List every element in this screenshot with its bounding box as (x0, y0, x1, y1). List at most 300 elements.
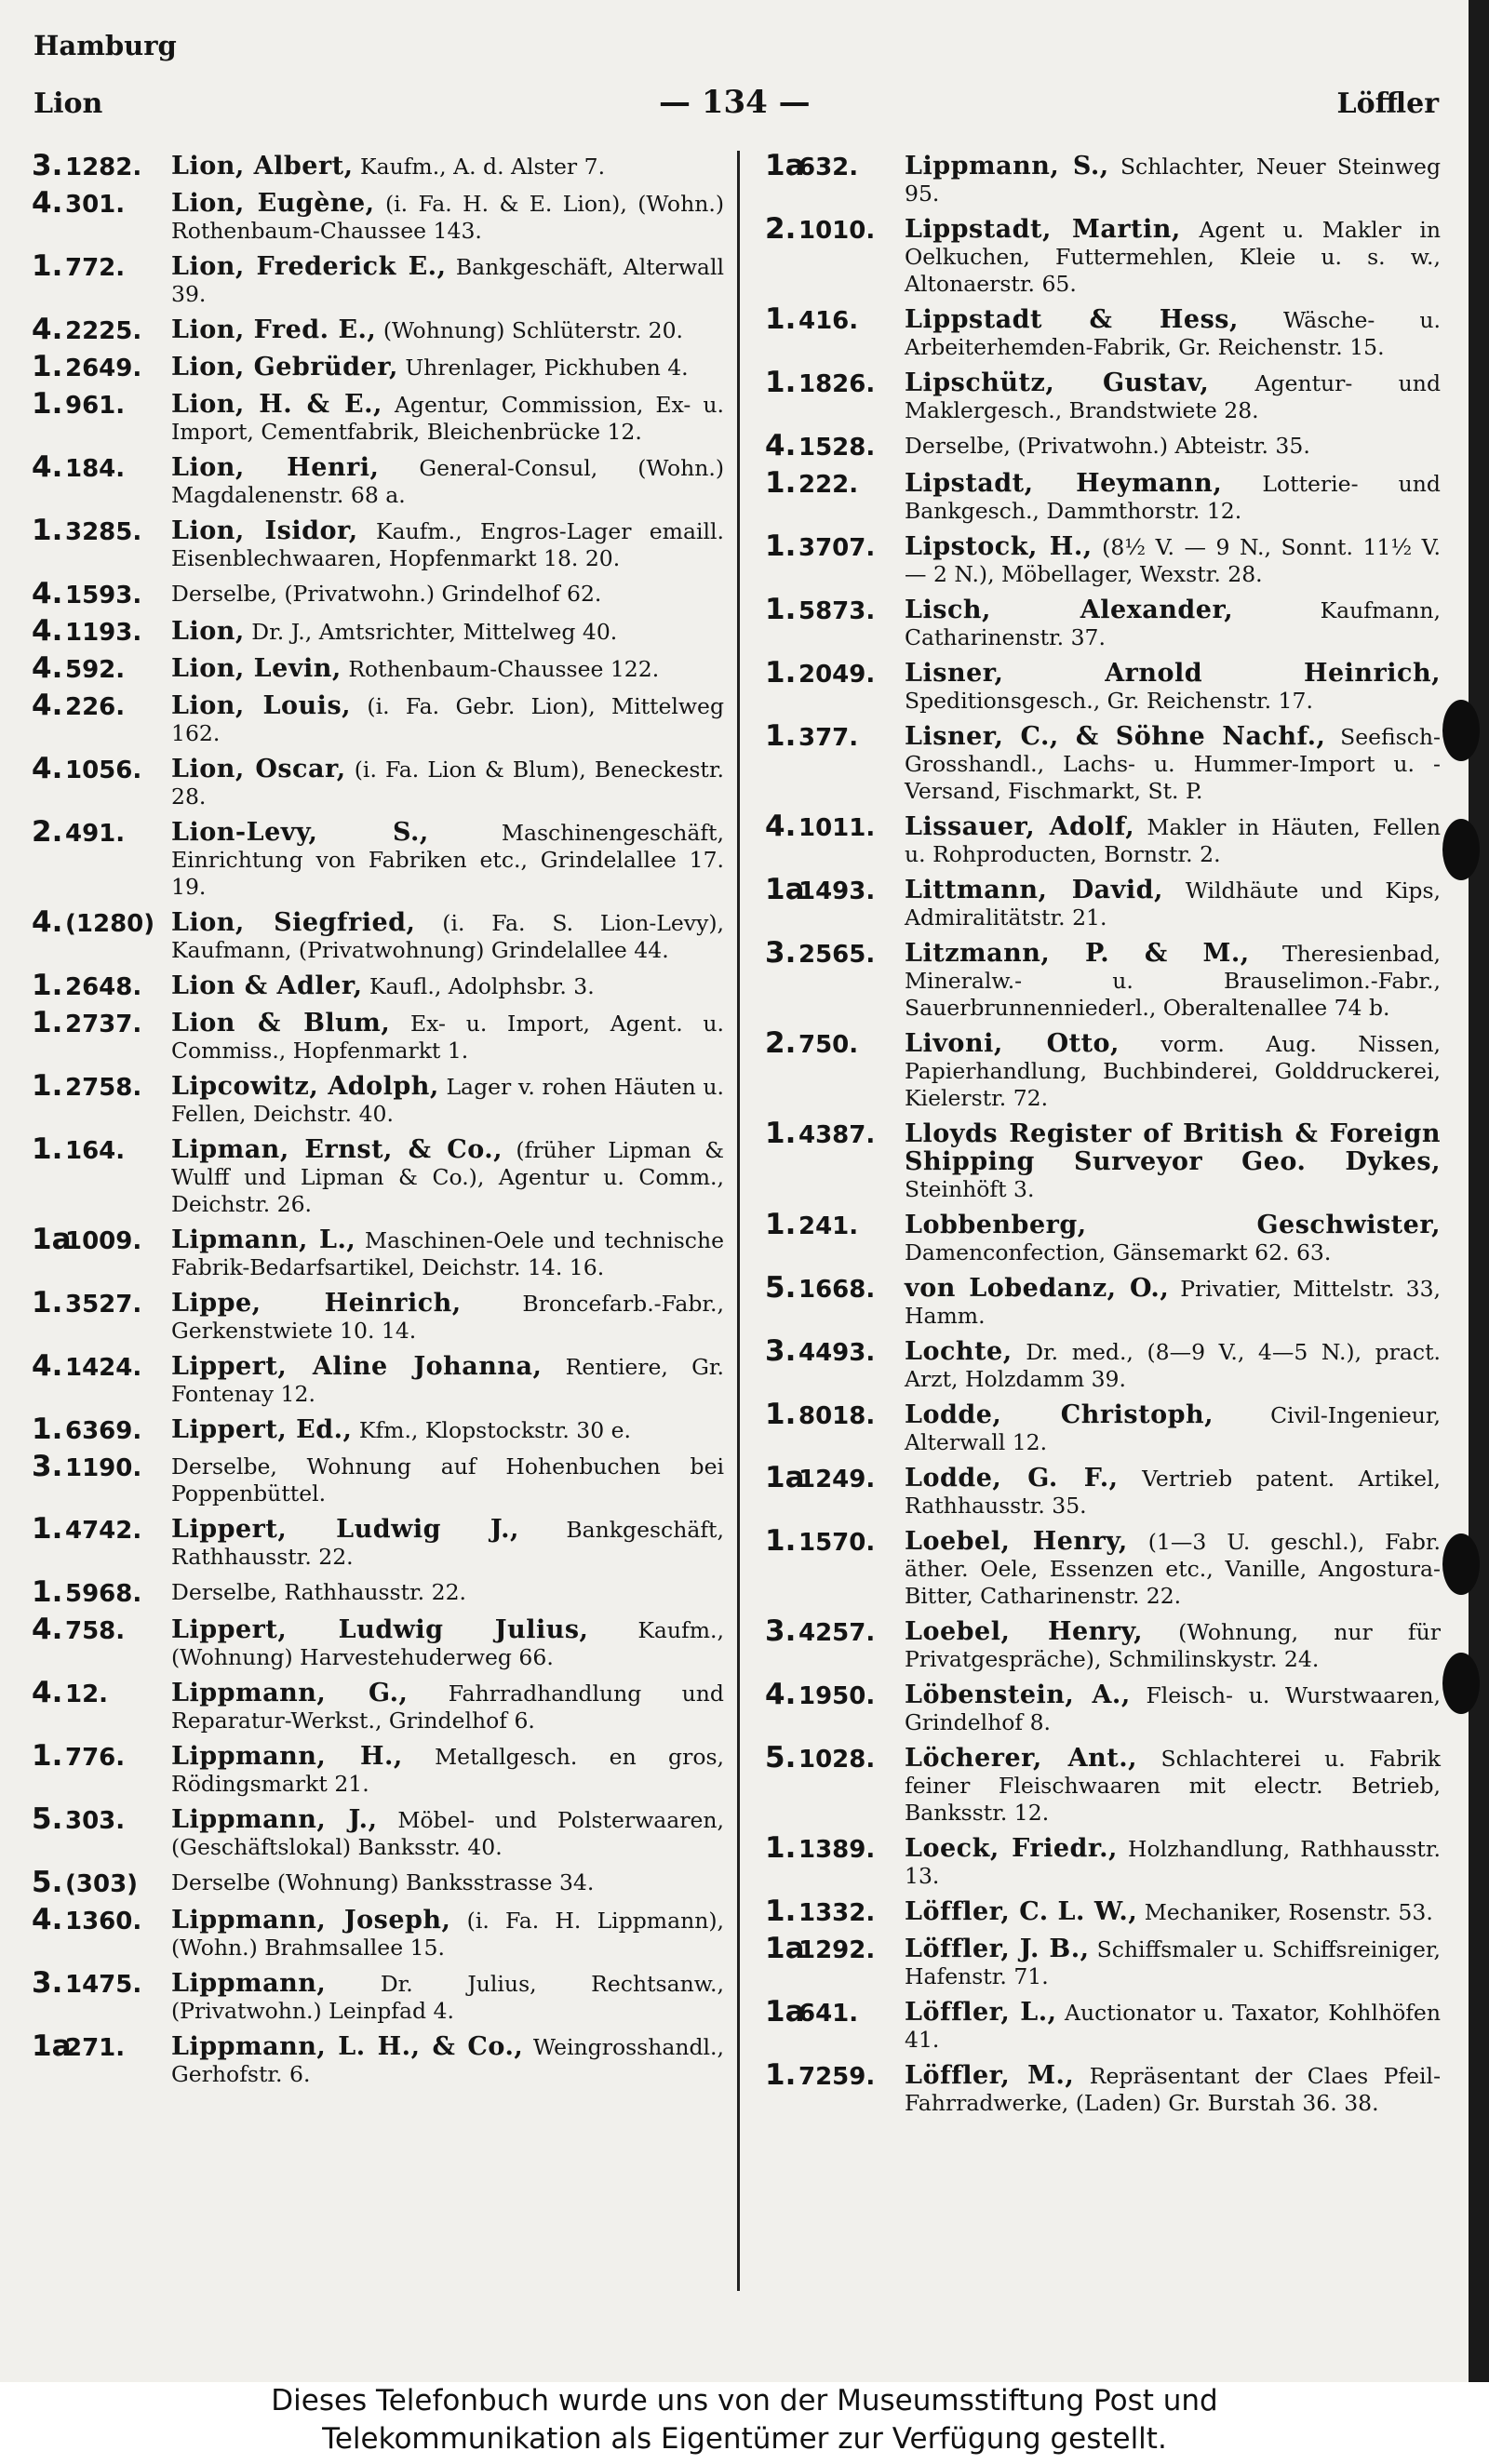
exchange-zone: 4. (32, 450, 63, 484)
directory-entry (765, 1895, 1441, 1928)
directory-entry (32, 651, 724, 685)
directory-entry (765, 2058, 1442, 2117)
subscriber-details: Broncefarb.-Fabr., Gerkenstwiete 10. 14. (171, 1291, 724, 1344)
entry-text (171, 1353, 724, 1408)
entry-text (171, 153, 724, 181)
line-number: 1028. (798, 1746, 876, 1774)
phone-number (765, 810, 905, 868)
exchange-zone: 3. (32, 1450, 63, 1483)
subscriber-name: Lippmann, Joseph, (171, 1906, 451, 1935)
phone-number (765, 1208, 905, 1266)
subscriber-details: (früher Lipman & Wulff und Lipman & Co.), Agentur u. Comm., Deichstr. 26. (171, 1137, 724, 1217)
directory-entry (765, 1932, 1441, 1990)
line-number: 1193. (65, 619, 142, 647)
subscriber-details: Derselbe (Wohnung) Banksstrasse 34. (171, 1869, 595, 1895)
phone-number (32, 1450, 171, 1507)
directory-entry (765, 366, 1441, 424)
directory-entry (32, 1006, 725, 1065)
exchange-zone: 4. (32, 905, 63, 939)
exchange-zone: 1. (32, 969, 63, 1002)
subscriber-name: Lion, Siegfried, (171, 908, 416, 937)
subscriber-details: Dr. Julius, Rechtsanw., (Privatwohn.) Leinpfad 4. (171, 1971, 724, 2024)
subscriber-name: Lipschütz, Gustav, (905, 368, 1210, 397)
phone-number (32, 2029, 171, 2088)
entry-text (171, 354, 724, 382)
subscriber-name: Lippmann, L. H., & Co., (171, 2032, 524, 2061)
phone-number (765, 1932, 905, 1990)
punch-hole (1442, 700, 1480, 761)
phone-number (32, 614, 171, 648)
phone-number (32, 1575, 171, 1609)
exchange-zone: 1. (765, 529, 797, 563)
subscriber-details: (Wohnung) Schlüterstr. 20. (382, 317, 684, 343)
entry-text (905, 1898, 1441, 1927)
line-number: 303. (65, 1807, 126, 1835)
line-number: 271. (65, 2034, 126, 2062)
line-number: 4493. (798, 1339, 876, 1367)
subscriber-name: Löcherer, Ant., (905, 1744, 1138, 1773)
line-number: 1190. (65, 1454, 142, 1482)
directory-entry (32, 969, 724, 1002)
subscriber-details: Seefisch-Grosshandl., Lachs- u. Hummer-Import u. -Versand, Fischmarkt, St. P. (905, 724, 1441, 804)
subscriber-name: Lisner, C., & Söhne Nachf., (905, 722, 1326, 751)
subscriber-details: Kaufm., (Wohnung) Harvestehuderweg 66. (171, 1617, 724, 1670)
directory-entry (765, 302, 1441, 361)
entry-text (905, 306, 1441, 361)
directory-entry (32, 1802, 724, 1861)
entry-text (905, 1835, 1441, 1890)
subscriber-details: Damenconfection, Gänsemarkt 62. 63. (905, 1239, 1332, 1265)
phone-number (32, 313, 171, 346)
subscriber-details: Privatier, Mittelstr. 33, Hamm. (905, 1276, 1441, 1329)
entry-text (171, 1453, 724, 1507)
phone-number (765, 366, 905, 424)
subscriber-name: Lion-Levy, S., (171, 818, 429, 847)
line-number: 12. (65, 1681, 109, 1708)
subscriber-name: Lipstock, H., (905, 532, 1093, 561)
line-number: 4387. (798, 1121, 876, 1149)
entry-text (905, 1745, 1441, 1827)
line-number: 758. (65, 1617, 126, 1645)
line-number: 2648. (65, 973, 142, 1001)
exchange-zone: 4. (32, 186, 63, 220)
directory-entry (32, 350, 724, 383)
exchange-zone: 1. (765, 2058, 797, 2092)
phone-number (32, 149, 171, 182)
entry-text (905, 1338, 1441, 1393)
phone-number (765, 1741, 905, 1827)
entry-text (905, 596, 1441, 651)
phone-number (765, 1398, 905, 1456)
line-number: 1570. (798, 1529, 876, 1557)
exchange-zone: 4. (765, 810, 797, 843)
subscriber-details: Schiffsmaler u. Schiffsreiniger, Hafenstr. 71. (905, 1936, 1441, 1989)
subscriber-name: Lissauer, Adolf, (905, 812, 1135, 841)
subscriber-name: Lochte, (905, 1337, 1013, 1366)
phone-number (32, 1349, 171, 1408)
entry-text (905, 1030, 1441, 1112)
subscriber-details: Agentur- und Maklergesch., Brandstwiete 28. (905, 370, 1441, 423)
entry-text (905, 1935, 1441, 1990)
exchange-zone: 3. (765, 1614, 797, 1648)
subscriber-name: Littmann, David, (905, 876, 1163, 904)
subscriber-details: (8½ V. — 9 N., Sonnt. 11½ V. — 2 N.), Möbellager, Wexstr. 28. (905, 534, 1441, 587)
phone-number (32, 815, 171, 901)
line-number: 164. (65, 1137, 126, 1165)
subscriber-name: Lion & Adler, (171, 971, 363, 1000)
phone-number (32, 186, 171, 245)
line-number: 1593. (65, 582, 142, 609)
phone-number (765, 593, 905, 651)
subscriber-details: Rentiere, Gr. Fontenay 12. (171, 1354, 724, 1407)
phone-number (765, 1995, 905, 2054)
line-number: 1493. (798, 877, 876, 905)
directory-entry (32, 1286, 724, 1345)
line-number: 776. (65, 1744, 126, 1772)
phone-number (32, 1739, 171, 1798)
exchange-zone: 2. (32, 815, 63, 849)
subscriber-name: Löffler, L., (905, 1998, 1057, 2027)
phone-number (32, 1223, 171, 1281)
exchange-zone: 3. (32, 1966, 63, 2000)
entry-text (171, 253, 724, 308)
subscriber-name: Lippmann, (171, 1969, 327, 1998)
exchange-zone: 2. (765, 212, 797, 246)
line-number: 1056. (65, 757, 142, 784)
entry-text (171, 1680, 724, 1734)
phone-number (765, 1334, 905, 1393)
entry-text (905, 1618, 1441, 1673)
phone-number (765, 1461, 905, 1520)
page-number: — 134 — (659, 84, 811, 121)
directory-entry (32, 1413, 724, 1446)
subscriber-details: Derselbe, (Privatwohn.) Grindelhof 62. (171, 581, 602, 607)
footer-line: Dieses Telefonbuch wurde uns von der Museumsstiftung Post und (271, 2384, 1218, 2417)
exchange-zone: 1a (765, 1932, 805, 1965)
line-number: 1009. (65, 1227, 142, 1255)
phone-number (765, 149, 905, 208)
subscriber-name: Lippstadt, Martin, (905, 215, 1181, 244)
entry-text (905, 813, 1441, 868)
line-number: 3285. (65, 518, 142, 546)
entry-text (171, 618, 724, 647)
line-number: 8018. (798, 1402, 876, 1430)
directory-entry (32, 1739, 724, 1798)
punch-hole (1442, 1533, 1480, 1595)
entry-text (171, 1616, 724, 1671)
entry-text (905, 369, 1441, 424)
phone-number (765, 529, 905, 588)
line-number: 184. (65, 455, 126, 483)
entry-text (905, 1465, 1441, 1520)
exchange-zone: 4. (32, 313, 63, 346)
subscriber-details: Auctionator u. Taxator, Kohlhöfen 41. (905, 2000, 1441, 2053)
phone-number (765, 302, 905, 361)
exchange-zone: 4. (32, 614, 63, 648)
subscriber-details: Mechaniker, Rosenstr. 53. (1144, 1899, 1433, 1925)
subscriber-details: Derselbe, Rathhausstr. 22. (171, 1579, 466, 1605)
line-number: 961. (65, 392, 126, 420)
phone-number (32, 651, 171, 685)
directory-entry (765, 149, 1441, 208)
phone-number (32, 249, 171, 308)
entry-text (171, 2033, 724, 2088)
subscriber-name: Löbenstein, A., (905, 1681, 1131, 1709)
entry-text (171, 655, 724, 684)
phone-number (765, 1117, 905, 1203)
exchange-zone: 4. (765, 1678, 797, 1711)
line-number: 5873. (798, 597, 876, 625)
subscriber-details: (i. Fa. H. & E. Lion), (Wohn.) Rothenbaum-Chaussee 143. (171, 191, 724, 244)
directory-entry (32, 577, 724, 610)
subscriber-details: Rothenbaum-Chaussee 122. (348, 656, 660, 682)
subscriber-details: Uhrenlager, Pickhuben 4. (405, 355, 689, 381)
directory-entry (765, 810, 1441, 868)
phone-number (32, 1866, 171, 1899)
subscriber-details: Theresienbad, Mineralw.- u. Brauselimon.-Fabr., Sauerbrunnenniederl., Oberaltenallee 74 b. (905, 941, 1441, 1021)
phone-number (765, 1831, 905, 1890)
exchange-zone: 1. (32, 1413, 63, 1446)
entry-text (171, 1579, 724, 1608)
entry-text (171, 190, 724, 245)
entry-text (905, 1999, 1441, 2054)
phone-number (32, 1413, 171, 1446)
punch-hole (1442, 1653, 1480, 1714)
subscriber-details: Weingrosshandl., Gerhofstr. 6. (171, 2034, 724, 2087)
entry-text (171, 1806, 724, 1861)
left-column (32, 149, 725, 2088)
entry-text (171, 581, 724, 609)
line-number: 1010. (798, 217, 876, 245)
subscriber-name: Lipman, Ernst, & Co., (171, 1135, 503, 1164)
subscriber-name: Lion, Gebrüder, (171, 353, 398, 382)
line-number: 3527. (65, 1291, 142, 1319)
exchange-zone: 1. (765, 302, 797, 336)
subscriber-details: (i. Fa. Lion & Blum), Beneckestr. 28. (171, 757, 724, 810)
exchange-zone: 1. (765, 593, 797, 626)
entry-text (905, 723, 1441, 805)
exchange-zone: 1. (32, 1739, 63, 1773)
directory-entry (765, 1208, 1441, 1266)
entry-text (905, 1212, 1441, 1266)
directory-entry (765, 466, 1441, 525)
entry-text (905, 1401, 1441, 1456)
subscriber-details: Holzhandlung, Rathhausstr. 13. (905, 1836, 1441, 1889)
line-number: 6369. (65, 1417, 142, 1445)
subscriber-name: Livoni, Otto, (905, 1029, 1120, 1058)
entry-text (171, 517, 724, 572)
line-number: (1280) (65, 910, 155, 938)
directory-entry (765, 429, 1441, 462)
phone-number (32, 387, 171, 446)
directory-entry (32, 689, 724, 747)
directory-entry (765, 1524, 1441, 1610)
subscriber-details: (1—3 U. geschl.), Fabr. äther. Oele, Essenzen etc., Vanille, Angostura-Bitter, Catharinenstr. 22. (905, 1529, 1441, 1609)
entry-text (905, 1681, 1441, 1736)
subscriber-details: (Wohnung, nur für Privatgespräche), Schmilinskystr. 24. (905, 1619, 1441, 1672)
subscriber-name: Löffler, J. B., (905, 1935, 1090, 1963)
subscriber-name: Lion, Eugène, (171, 189, 375, 218)
phone-number (32, 450, 171, 509)
entry-text (171, 972, 724, 1001)
exchange-zone: 1. (765, 719, 797, 753)
line-number: (303) (65, 1870, 139, 1898)
subscriber-name: Lion, Fred. E., (171, 315, 377, 344)
subscriber-details: Agent u. Makler in Oelkuchen, Futtermehlen, Kleie u. s. w., Altonaerstr. 65. (905, 217, 1441, 297)
directory-entry (32, 1223, 724, 1281)
directory-entry (765, 1334, 1441, 1393)
directory-entry (32, 1349, 724, 1408)
footer-line: Telekommunikation als Eigentümer zur Verfügung gestellt. (322, 2422, 1167, 2456)
exchange-zone: 1a (765, 1995, 805, 2029)
directory-entry (32, 249, 724, 308)
phone-number (32, 1966, 171, 2025)
entry-text (171, 1516, 724, 1571)
exchange-zone: 5. (765, 1271, 797, 1305)
entry-text (905, 533, 1441, 588)
subscriber-name: Lisner, Arnold Heinrich, (905, 659, 1441, 688)
subscriber-details: Bankgeschäft, Rathhausstr. 22. (171, 1517, 724, 1570)
phone-number (765, 1895, 905, 1928)
line-number: 241. (798, 1212, 859, 1240)
subscriber-name: Lion, Frederick E., (171, 252, 447, 281)
exchange-zone: 5. (32, 1866, 63, 1899)
line-number: 1011. (798, 814, 876, 842)
subscriber-name: Lion, Henri, (171, 453, 380, 482)
entry-text (171, 1869, 724, 1898)
subscriber-details: Wildhäute und Kips, Admiralitätstr. 21. (905, 877, 1441, 931)
right-column (765, 149, 1442, 2117)
subscriber-name: Lippmann, S., (905, 152, 1109, 181)
line-number: 377. (798, 724, 859, 752)
phone-number (765, 1678, 905, 1736)
phone-number (32, 1903, 171, 1962)
phone-number (765, 1271, 905, 1330)
exchange-zone: 1. (32, 1512, 63, 1546)
exchange-zone: 1. (32, 1286, 63, 1319)
phone-number (32, 1006, 171, 1065)
line-number: 491. (65, 820, 126, 848)
line-number: 1528. (798, 434, 876, 462)
phone-number (765, 429, 905, 462)
directory-entry (765, 1741, 1441, 1827)
subscriber-details: Wäsche- u. Arbeiterhemden-Fabrik, Gr. Reichenstr. 15. (905, 307, 1441, 360)
line-number: 222. (798, 471, 859, 499)
entry-text (171, 391, 724, 446)
line-number: 1249. (798, 1466, 876, 1493)
phone-number (32, 905, 171, 964)
entry-text (171, 454, 724, 509)
line-number: 2225. (65, 317, 142, 345)
line-number: 4257. (798, 1619, 876, 1647)
exchange-zone: 1. (765, 1831, 797, 1865)
subscriber-details: Bankgeschäft, Alterwall 39. (171, 254, 724, 307)
directory-entry (765, 873, 1441, 931)
line-number: 1389. (798, 1836, 876, 1864)
phone-number (32, 514, 171, 572)
phone-number (32, 350, 171, 383)
entry-text (171, 1970, 724, 2025)
subscriber-details: (i. Fa. Gebr. Lion), Mittelweg 162. (171, 693, 724, 746)
phone-number (32, 969, 171, 1002)
subscriber-details: Schlachter, Neuer Steinweg 95. (905, 154, 1441, 207)
phone-number (32, 1512, 171, 1571)
subscriber-name: Lion, Louis, (171, 691, 352, 720)
directory-entry (765, 212, 1441, 298)
entry-text (171, 756, 724, 810)
exchange-zone: 4. (32, 689, 63, 722)
subscriber-name: Lion, Isidor, (171, 516, 358, 545)
exchange-zone: 4. (32, 1676, 63, 1709)
line-number: 301. (65, 191, 126, 219)
subscriber-name: Lion, (171, 617, 245, 646)
subscriber-name: Lion, Levin, (171, 654, 342, 683)
entry-text (905, 660, 1441, 715)
directory-entry (765, 656, 1441, 715)
subscriber-name: Loebel, Henry, (905, 1617, 1144, 1646)
subscriber-details: Derselbe, Wohnung auf Hohenbuchen bei Poppenbüttel. (171, 1453, 724, 1507)
exchange-zone: 1. (765, 1398, 797, 1431)
entry-text (905, 1275, 1441, 1330)
directory-entry (765, 1026, 1442, 1112)
entry-text (171, 1136, 724, 1218)
directory-entry (32, 186, 724, 245)
subscriber-details: Schlachterei u. Fabrik feiner Fleischwaaren mit electr. Betrieb, Banksstr. 12. (905, 1746, 1441, 1826)
entry-text (171, 819, 724, 901)
exchange-zone: 1. (32, 387, 63, 421)
subscriber-name: Lippert, Ed., (171, 1415, 353, 1444)
exchange-zone: 3. (765, 936, 797, 970)
subscriber-details: Kfm., Klopstockstr. 30 e. (358, 1417, 632, 1443)
directory-entry (765, 1117, 1441, 1203)
exchange-zone: 5. (765, 1741, 797, 1774)
subscriber-name: Löffler, M., (905, 2061, 1075, 2090)
exchange-zone: 3. (32, 149, 63, 182)
line-number: 226. (65, 693, 126, 721)
entry-text (905, 433, 1441, 462)
subscriber-details: Kaufm., Engros-Lager emaill. Eisenblechwaaren, Hopfenmarkt 18. 20. (171, 518, 724, 571)
exchange-zone: 1a (765, 873, 805, 906)
subscriber-details: (i. Fa. S. Lion-Levy), Kaufmann, (Privatwohnung) Grindelallee 44. (171, 910, 724, 963)
subscriber-details: Repräsentant der Claes Pfeil-Fahrradwerke, (Laden) Gr. Burstah 36. 38. (905, 2063, 1442, 2116)
line-number: 2737. (65, 1011, 142, 1038)
subscriber-name: Litzmann, P. & M., (905, 939, 1250, 968)
subscriber-name: Lippe, Heinrich, (171, 1289, 462, 1318)
subscriber-name: Lippmann, J., (171, 1805, 378, 1834)
phone-number (765, 1614, 905, 1673)
line-number: 1950. (798, 1682, 876, 1710)
exchange-zone: 2. (765, 1026, 797, 1060)
phone-number (765, 1026, 905, 1112)
directory-entry (32, 387, 724, 446)
phone-number (32, 1613, 171, 1671)
subscriber-name: Lodde, Christoph, (905, 1400, 1214, 1429)
entry-text (171, 1743, 724, 1798)
subscriber-details: Civil-Ingenieur, Alterwall 12. (905, 1402, 1441, 1455)
exchange-zone: 1. (32, 514, 63, 547)
entry-text (171, 1010, 724, 1065)
directory-entry (765, 1678, 1441, 1736)
subscriber-details: Agentur, Commission, Ex- u. Import, Cementfabrik, Bleichenbrücke 12. (171, 392, 724, 445)
directory-entry (32, 1866, 724, 1899)
phone-number (765, 1524, 905, 1610)
entry-text (171, 909, 724, 964)
subscriber-details: Speditionsgesch., Gr. Reichenstr. 17. (905, 688, 1313, 714)
exchange-zone: 1. (765, 466, 797, 500)
subscriber-details: Kaufm., A. d. Alster 7. (360, 154, 606, 180)
exchange-zone: 4. (32, 577, 63, 610)
directory-entry (32, 1450, 724, 1507)
